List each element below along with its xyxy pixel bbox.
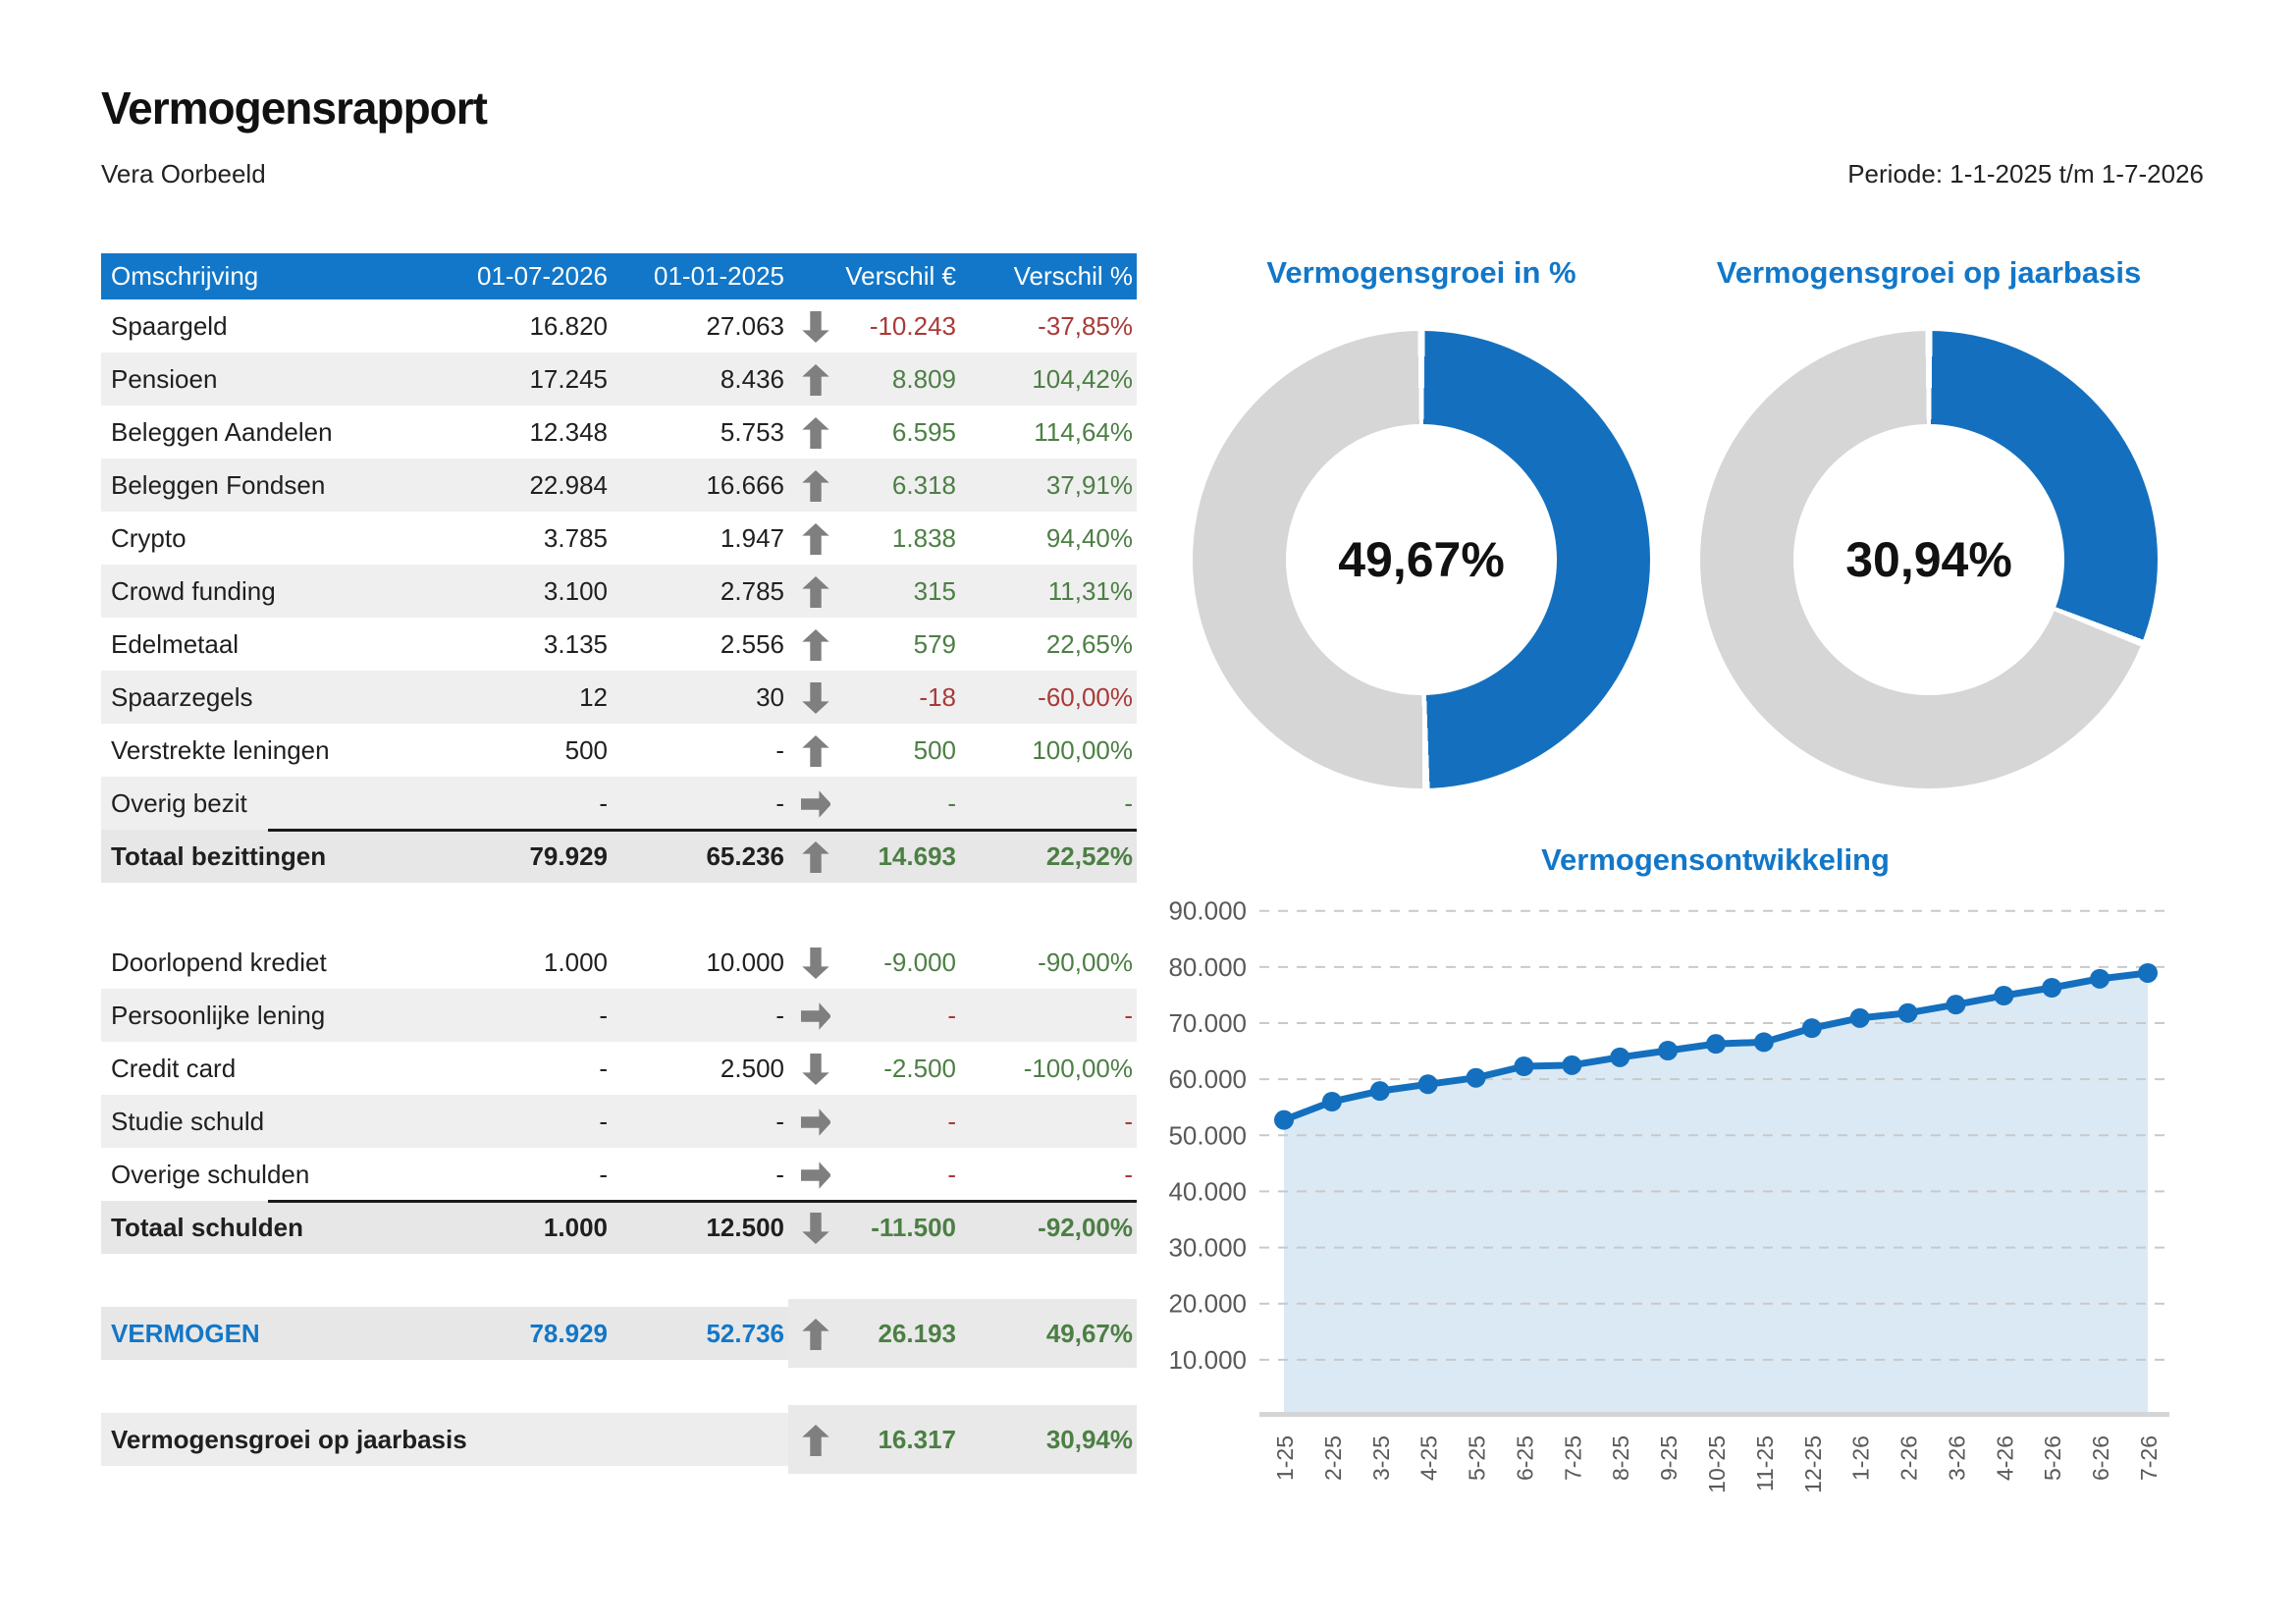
value-01-07-2026: 12.348 — [529, 416, 608, 447]
table-row-verstrekte-leningen — [101, 724, 1137, 777]
row-label: Crowd funding — [111, 575, 276, 606]
table-header-row — [101, 253, 1137, 299]
table-row-beleggen-aandelen — [101, 406, 1137, 459]
y-tick-50.000: 50.000 — [1168, 1120, 1247, 1151]
verschil-pct-value: - — [1124, 787, 1133, 818]
value-01-01-2025: 2.500 — [720, 1053, 784, 1083]
y-tick-40.000: 40.000 — [1168, 1176, 1247, 1207]
row-label: Spaarzegels — [111, 681, 253, 712]
data-point-3-26 — [1946, 995, 1965, 1014]
trend-cell — [788, 574, 842, 607]
column-header-01-07-2026: 01-07-2026 — [477, 261, 608, 291]
value-01-01-2025: 5.753 — [720, 416, 784, 447]
table-row-doorlopend-krediet — [101, 936, 1137, 989]
value-01-07-2026: - — [599, 1159, 608, 1189]
up-arrow-icon — [801, 735, 830, 767]
down-arrow-icon — [801, 947, 830, 979]
row-label: Edelmetaal — [111, 628, 240, 659]
trend-cell — [788, 1317, 842, 1349]
value-01-01-2025: 12.500 — [706, 1212, 784, 1242]
value-01-07-2026: 17.245 — [529, 363, 608, 394]
verschil-pct-value: 114,64% — [1034, 416, 1133, 447]
row-label: Crypto — [111, 522, 187, 553]
x-tick-4-25: 4-25 — [1415, 1435, 1442, 1482]
trend-cell — [788, 1211, 842, 1243]
x-tick-10-25: 10-25 — [1704, 1435, 1730, 1493]
value-01-01-2025: - — [775, 787, 784, 818]
trend-cell — [788, 468, 842, 501]
x-tick-1-25: 1-25 — [1272, 1435, 1298, 1482]
data-point-12-25 — [1802, 1018, 1822, 1038]
value-01-01-2025: - — [775, 734, 784, 765]
table-row-crowd-funding — [101, 565, 1137, 618]
verschil-eur-value: 579 — [913, 628, 956, 659]
value-01-07-2026: 3.100 — [543, 575, 608, 606]
verschil-eur-value: 315 — [913, 575, 956, 606]
y-tick-70.000: 70.000 — [1168, 1007, 1247, 1038]
value-01-01-2025: - — [775, 1159, 784, 1189]
row-label: Pensioen — [111, 363, 218, 394]
verschil-pct-value: -92,00% — [1038, 1212, 1133, 1242]
value-01-01-2025: 16.666 — [706, 469, 784, 500]
x-tick-5-26: 5-26 — [2040, 1435, 2066, 1482]
value-01-07-2026: 78.929 — [529, 1318, 608, 1348]
data-point-5-26 — [2042, 978, 2061, 998]
table-body — [101, 299, 1137, 1466]
right-arrow-icon — [801, 1107, 830, 1138]
y-tick-80.000: 80.000 — [1168, 951, 1247, 982]
x-tick-3-25: 3-25 — [1367, 1435, 1394, 1482]
verschil-eur-value: -10.243 — [869, 310, 956, 341]
verschil-eur-value: 6.318 — [891, 469, 956, 500]
value-01-01-2025: 30 — [756, 681, 784, 712]
right-arrow-icon — [801, 788, 830, 820]
value-01-01-2025: - — [775, 1000, 784, 1030]
up-arrow-icon — [801, 470, 830, 502]
column-header-01-01-2025: 01-01-2025 — [654, 261, 784, 291]
verschil-pct-value: -100,00% — [1023, 1053, 1133, 1083]
table-row-credit-card — [101, 1042, 1137, 1095]
data-point-2-26 — [1898, 1003, 1918, 1023]
verschil-eur-value: 14.693 — [878, 840, 956, 871]
table-row-persoonlijke-lening — [101, 989, 1137, 1042]
value-01-01-2025: 2.556 — [720, 628, 784, 659]
data-point-9-25 — [1658, 1041, 1678, 1060]
data-point-6-26 — [2090, 969, 2109, 989]
column-header-verschil-pct: Verschil % — [1013, 261, 1133, 291]
data-point-7-26 — [2138, 963, 2158, 983]
table-row-totaal-bezittingen — [101, 830, 1137, 883]
value-01-07-2026: 1.000 — [543, 1212, 608, 1242]
table-section-spacer — [101, 883, 1137, 936]
verschil-pct-value: -60,00% — [1038, 681, 1133, 712]
trend-cell — [788, 362, 842, 395]
verschil-pct-value: -37,85% — [1038, 310, 1133, 341]
verschil-pct-value: 11,31% — [1047, 575, 1133, 606]
value-01-07-2026: 3.785 — [543, 522, 608, 553]
trend-cell — [788, 627, 842, 660]
down-arrow-icon — [801, 311, 830, 343]
verschil-eur-value: - — [947, 1159, 956, 1189]
data-point-1-25 — [1274, 1110, 1294, 1130]
up-arrow-icon — [801, 417, 830, 449]
area-chart-vermogensontwikkeling — [1158, 884, 2296, 1571]
x-tick-1-26: 1-26 — [1847, 1435, 1874, 1482]
trend-cell — [788, 786, 842, 819]
x-tick-12-25: 12-25 — [1799, 1435, 1826, 1493]
data-point-5-25 — [1467, 1068, 1486, 1088]
value-01-07-2026: - — [599, 787, 608, 818]
verschil-pct-value: 104,42% — [1032, 363, 1133, 394]
data-point-8-25 — [1610, 1048, 1629, 1067]
data-point-4-26 — [1994, 986, 2013, 1005]
up-arrow-icon — [801, 1425, 830, 1456]
verschil-pct-value: 37,91% — [1045, 469, 1133, 500]
x-tick-4-26: 4-26 — [1992, 1435, 2018, 1482]
value-01-07-2026: - — [599, 1106, 608, 1136]
donut-chart-vermogensgroei-jaarbasis — [1700, 331, 2158, 788]
table-row-spaargeld — [101, 299, 1137, 352]
verschil-eur-value: -11.500 — [871, 1212, 956, 1242]
up-arrow-icon — [801, 523, 830, 555]
trend-cell — [788, 1423, 842, 1455]
x-tick-6-26: 6-26 — [2088, 1435, 2114, 1482]
verschil-pct-value: - — [1124, 1000, 1133, 1030]
y-tick-90.000: 90.000 — [1168, 895, 1247, 926]
trend-cell — [788, 415, 842, 448]
up-arrow-icon — [801, 1319, 830, 1350]
verschil-pct-value: 22,65% — [1045, 628, 1133, 659]
row-label: VERMOGEN — [111, 1318, 260, 1348]
table-row-overige-schulden — [101, 1148, 1137, 1201]
verschil-pct-value: -90,00% — [1038, 947, 1133, 977]
x-tick-6-25: 6-25 — [1512, 1435, 1538, 1482]
row-label: Overige schulden — [111, 1159, 310, 1189]
table-row-vermogensgroei-op-jaarbasis — [101, 1413, 1137, 1466]
value-01-01-2025: 52.736 — [706, 1318, 784, 1348]
column-header-omschrijving: Omschrijving — [111, 261, 259, 291]
data-point-2-25 — [1322, 1092, 1342, 1111]
verschil-eur-value: 8.809 — [891, 363, 956, 394]
report-period: Periode: 1-1-2025 t/m 1-7-2026 — [1847, 159, 2204, 189]
verschil-eur-value: -18 — [919, 681, 956, 712]
trend-cell — [788, 999, 842, 1031]
donut2-center-label: 30,94% — [1845, 532, 2012, 587]
report-person: Vera Oorbeeld — [101, 159, 266, 189]
value-01-01-2025: 10.000 — [706, 947, 784, 977]
row-label: Doorlopend krediet — [111, 947, 327, 977]
y-tick-60.000: 60.000 — [1168, 1064, 1247, 1095]
row-label: Overig bezit — [111, 787, 247, 818]
value-01-07-2026: 3.135 — [543, 628, 608, 659]
table-row-beleggen-fondsen — [101, 459, 1137, 512]
column-header-verschil-eur: Verschil € — [845, 261, 956, 291]
value-01-07-2026: 22.984 — [529, 469, 608, 500]
down-arrow-icon — [801, 1054, 830, 1085]
verschil-eur-value: - — [947, 1106, 956, 1136]
verschil-eur-value: -2.500 — [883, 1053, 956, 1083]
up-arrow-icon — [801, 364, 830, 396]
row-label: Studie schuld — [111, 1106, 265, 1136]
verschil-pct-value: - — [1124, 1106, 1133, 1136]
value-01-07-2026: - — [599, 1053, 608, 1083]
line-chart-title: Vermogensontwikkeling — [1541, 842, 1890, 877]
up-arrow-icon — [801, 576, 830, 608]
donut-chart-vermogensgroei-percent — [1193, 331, 1650, 788]
value-01-07-2026: 500 — [564, 734, 608, 765]
row-label: Beleggen Aandelen — [111, 416, 333, 447]
verschil-eur-value: 500 — [913, 734, 956, 765]
y-tick-10.000: 10.000 — [1168, 1344, 1247, 1375]
trend-cell — [788, 839, 842, 872]
wealth-table — [101, 253, 1137, 1466]
value-01-01-2025: - — [775, 1106, 784, 1136]
page-title: Vermogensrapport — [101, 82, 487, 134]
x-tick-5-25: 5-25 — [1464, 1435, 1490, 1482]
row-label: Vermogensgroei op jaarbasis — [111, 1424, 467, 1454]
x-tick-8-25: 8-25 — [1608, 1435, 1634, 1482]
y-tick-30.000: 30.000 — [1168, 1232, 1247, 1263]
verschil-pct-value: 49,67% — [1045, 1318, 1133, 1348]
verschil-eur-value: 16.317 — [878, 1424, 956, 1454]
right-arrow-icon — [801, 1160, 830, 1191]
verschil-eur-value: 1.838 — [891, 522, 956, 553]
value-01-01-2025: 8.436 — [720, 363, 784, 394]
x-tick-7-26: 7-26 — [2136, 1435, 2162, 1482]
verschil-eur-value: 6.595 — [891, 416, 956, 447]
verschil-pct-value: 22,52% — [1045, 840, 1133, 871]
table-row-studie-schuld — [101, 1095, 1137, 1148]
x-tick-7-25: 7-25 — [1560, 1435, 1586, 1482]
value-01-01-2025: 27.063 — [706, 310, 784, 341]
verschil-eur-value: -9.000 — [883, 947, 956, 977]
trend-cell — [788, 309, 842, 342]
x-tick-9-25: 9-25 — [1656, 1435, 1682, 1482]
row-label: Persoonlijke lening — [111, 1000, 326, 1030]
table-row-vermogen — [101, 1307, 1137, 1360]
value-01-07-2026: - — [599, 1000, 608, 1030]
table-row-edelmetaal — [101, 618, 1137, 671]
x-tick-3-26: 3-26 — [1944, 1435, 1970, 1482]
row-label: Spaargeld — [111, 310, 228, 341]
x-tick-2-25: 2-25 — [1319, 1435, 1346, 1482]
value-01-01-2025: 1.947 — [720, 522, 784, 553]
donut1-center-label: 49,67% — [1338, 532, 1505, 587]
verschil-pct-value: - — [1124, 1159, 1133, 1189]
data-point-7-25 — [1562, 1056, 1581, 1075]
x-axis-line — [1259, 1412, 2169, 1417]
data-point-3-25 — [1370, 1081, 1390, 1101]
table-row-crypto — [101, 512, 1137, 565]
value-01-07-2026: 1.000 — [543, 947, 608, 977]
donut1-title: Vermogensgroei in % — [1266, 255, 1576, 290]
data-point-11-25 — [1754, 1032, 1774, 1052]
up-arrow-icon — [801, 841, 830, 873]
value-01-07-2026: 79.929 — [529, 840, 608, 871]
down-arrow-icon — [801, 682, 830, 714]
value-01-01-2025: 65.236 — [706, 840, 784, 871]
x-tick-2-26: 2-26 — [1896, 1435, 1922, 1482]
donut2-title: Vermogensgroei op jaarbasis — [1716, 255, 2142, 290]
verschil-eur-value: - — [947, 1000, 956, 1030]
row-label: Totaal bezittingen — [111, 840, 327, 871]
trend-cell — [788, 1052, 842, 1084]
verschil-eur-value: - — [947, 787, 956, 818]
trend-cell — [788, 946, 842, 978]
verschil-pct-value: 94,40% — [1045, 522, 1133, 553]
trend-cell — [788, 1158, 842, 1190]
row-label: Totaal schulden — [111, 1212, 303, 1242]
trend-cell — [788, 1105, 842, 1137]
verschil-pct-value: 100,00% — [1032, 734, 1133, 765]
value-01-07-2026: 16.820 — [529, 310, 608, 341]
trend-cell — [788, 680, 842, 713]
data-point-6-25 — [1514, 1056, 1533, 1076]
verschil-pct-value: 30,94% — [1045, 1424, 1133, 1454]
right-arrow-icon — [801, 1001, 830, 1032]
table-row-totaal-schulden — [101, 1201, 1137, 1254]
row-label: Beleggen Fondsen — [111, 469, 326, 500]
data-point-1-26 — [1850, 1008, 1870, 1028]
trend-cell — [788, 733, 842, 766]
down-arrow-icon — [801, 1213, 830, 1244]
table-row-pensioen — [101, 352, 1137, 406]
table-row-spaarzegels — [101, 671, 1137, 724]
x-tick-11-25: 11-25 — [1751, 1435, 1778, 1492]
row-label: Credit card — [111, 1053, 237, 1083]
value-01-01-2025: 2.785 — [720, 575, 784, 606]
verschil-eur-value: 26.193 — [878, 1318, 956, 1348]
up-arrow-icon — [801, 629, 830, 661]
data-point-4-25 — [1418, 1074, 1438, 1094]
y-tick-20.000: 20.000 — [1168, 1288, 1247, 1319]
value-01-07-2026: 12 — [579, 681, 608, 712]
row-label: Verstrekte leningen — [111, 734, 330, 765]
trend-cell — [788, 521, 842, 554]
table-row-overig-bezit — [101, 777, 1137, 830]
data-point-10-25 — [1706, 1034, 1726, 1054]
